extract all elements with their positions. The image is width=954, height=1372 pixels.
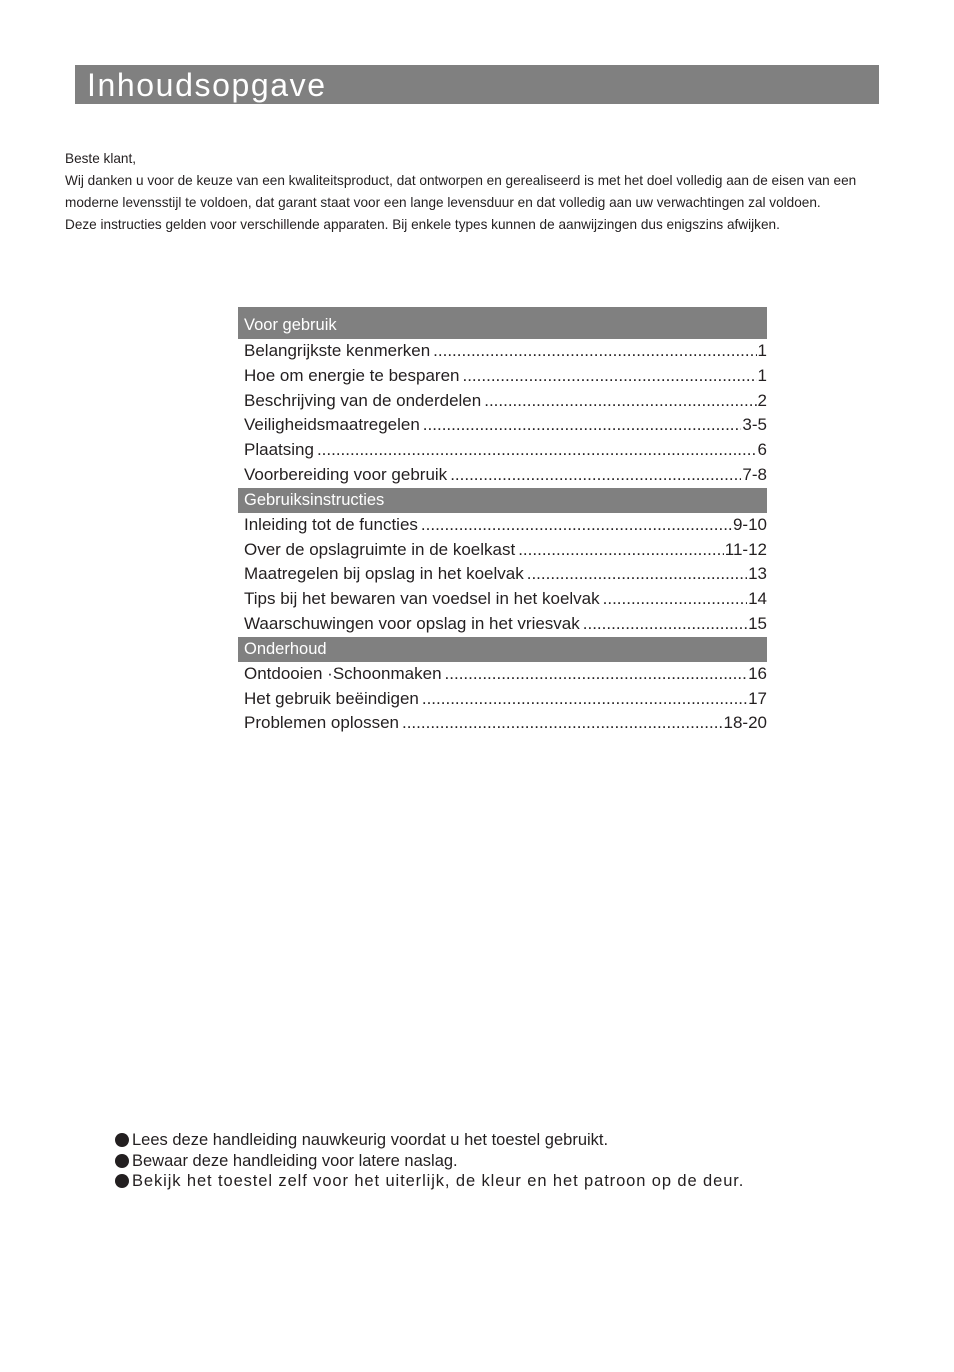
intro-line: Wij danken u voor de keuze van een kwaliteitsproduct, dat ontworpen en gerealiseerd is met het doel volledig aan de eisen van een (65, 173, 857, 188)
intro-text (65, 148, 915, 236)
toc-entry-label: Waarschuwingen voor opslag in het vriesvak (244, 613, 580, 633)
toc-entry-page: 2 (757, 390, 767, 410)
bullet-icon (115, 1133, 129, 1147)
toc-leader-dots (433, 339, 756, 364)
toc-entry-label: Problemen oplossen (244, 713, 399, 733)
toc-entry[interactable] (238, 538, 767, 563)
toc-entry[interactable] (238, 389, 767, 414)
toc-leader-dots (421, 513, 732, 538)
toc-leader-dots (583, 612, 747, 637)
toc-leader-dots (422, 687, 747, 712)
toc-leader-dots (484, 389, 756, 414)
toc-entry[interactable] (238, 662, 767, 687)
toc-entry-label: Beschrijving van de onderdelen (244, 390, 482, 410)
toc-entry-page: 1 (757, 341, 767, 360)
toc-entry-page: 15 (748, 613, 767, 633)
toc-entry-label: Ontdooien ·Schoonmaken (244, 663, 442, 683)
note-text: Bekijk het toestel zelf voor het uiterlijk, de kleur en het patroon op de deur. (132, 1172, 745, 1190)
toc-entry[interactable] (238, 562, 767, 587)
toc-entry-page: 9-10 (732, 514, 767, 534)
toc-leader-dots (527, 562, 747, 587)
toc-leader-dots (402, 711, 723, 736)
toc-leader-dots (445, 662, 748, 687)
toc-entry-page: 18-20 (723, 713, 767, 733)
toc-leader-dots (423, 413, 742, 438)
toc-entry[interactable] (238, 687, 767, 712)
toc-entry[interactable] (238, 364, 767, 389)
toc-section-header-onderhoud: Onderhoud (238, 637, 767, 662)
toc-entry-label: Voorbereiding voor gebruik (244, 464, 448, 484)
note-text: Bewaar deze handleiding voor latere naslag. (132, 1151, 458, 1170)
toc-leader-dots (317, 438, 757, 463)
toc-entry-page: 17 (748, 688, 767, 708)
toc-entry[interactable] (238, 587, 767, 612)
toc-entry-label: Het gebruik beëindigen (244, 688, 419, 708)
toc-entry[interactable] (238, 339, 767, 364)
usage-notes (115, 1130, 744, 1192)
page-title-bar (75, 65, 879, 104)
toc-entry-page: 3-5 (742, 415, 767, 435)
toc-entry-label: Belangrijkste kenmerken (244, 341, 431, 360)
toc-entry-label: Veiligheidsmaatregelen (244, 415, 420, 435)
toc-entry-label: Inleiding tot de functies (244, 514, 418, 534)
toc-entry-page: 16 (748, 663, 767, 683)
note-text: Lees deze handleiding nauwkeurig voordat u het toestel gebruikt. (132, 1131, 609, 1149)
toc-entry-page: 14 (748, 589, 767, 609)
toc-entry-page: 13 (748, 564, 767, 584)
toc-entry-label: Over de opslagruimte in de koelkast (244, 539, 516, 559)
toc-entry-page: 1 (757, 365, 767, 385)
toc-entry-page: 11-12 (724, 539, 767, 559)
toc-entry-label: Maatregelen bij opslag in het koelvak (244, 564, 524, 584)
toc-entry-page: 6 (757, 440, 767, 460)
toc-entry[interactable] (238, 612, 767, 637)
toc-section-header-voor-gebruik: Voor gebruik (238, 307, 767, 339)
toc-section-header-gebruiksinstructies: Gebruiksinstructies (238, 488, 767, 513)
toc-leader-dots (518, 538, 724, 563)
note-item (115, 1151, 744, 1172)
toc-entry[interactable] (238, 463, 767, 488)
note-item (115, 1130, 744, 1151)
intro-line: moderne levensstijl te voldoen, dat garant staat voor een lange levensduur en dat volledig aan uw verwachtingen zal voldoen. (65, 195, 821, 210)
toc-entry-label: Tips bij het bewaren van voedsel in het koelvak (244, 589, 600, 609)
toc-entry[interactable] (238, 413, 767, 438)
bullet-icon (115, 1174, 129, 1188)
toc-entry-label: Hoe om energie te besparen (244, 365, 460, 385)
toc-entry[interactable] (238, 711, 767, 736)
toc-entry[interactable] (238, 438, 767, 463)
toc-entry-page: 7-8 (742, 464, 767, 484)
toc-leader-dots (462, 364, 756, 389)
toc-entry-label: Plaatsing (244, 440, 314, 460)
page-title: Inhoudsopgave (87, 67, 327, 103)
toc-leader-dots (603, 587, 747, 612)
intro-line: Deze instructies gelden voor verschillende apparaten. Bij enkele types kunnen de aanwijzingen dus enigszins afwijken. (65, 217, 780, 232)
table-of-contents (238, 307, 767, 736)
intro-salutation: Beste klant, (65, 151, 137, 166)
note-item (115, 1171, 744, 1192)
bullet-icon (115, 1154, 129, 1168)
toc-entry[interactable] (238, 513, 767, 538)
toc-leader-dots (450, 463, 741, 488)
